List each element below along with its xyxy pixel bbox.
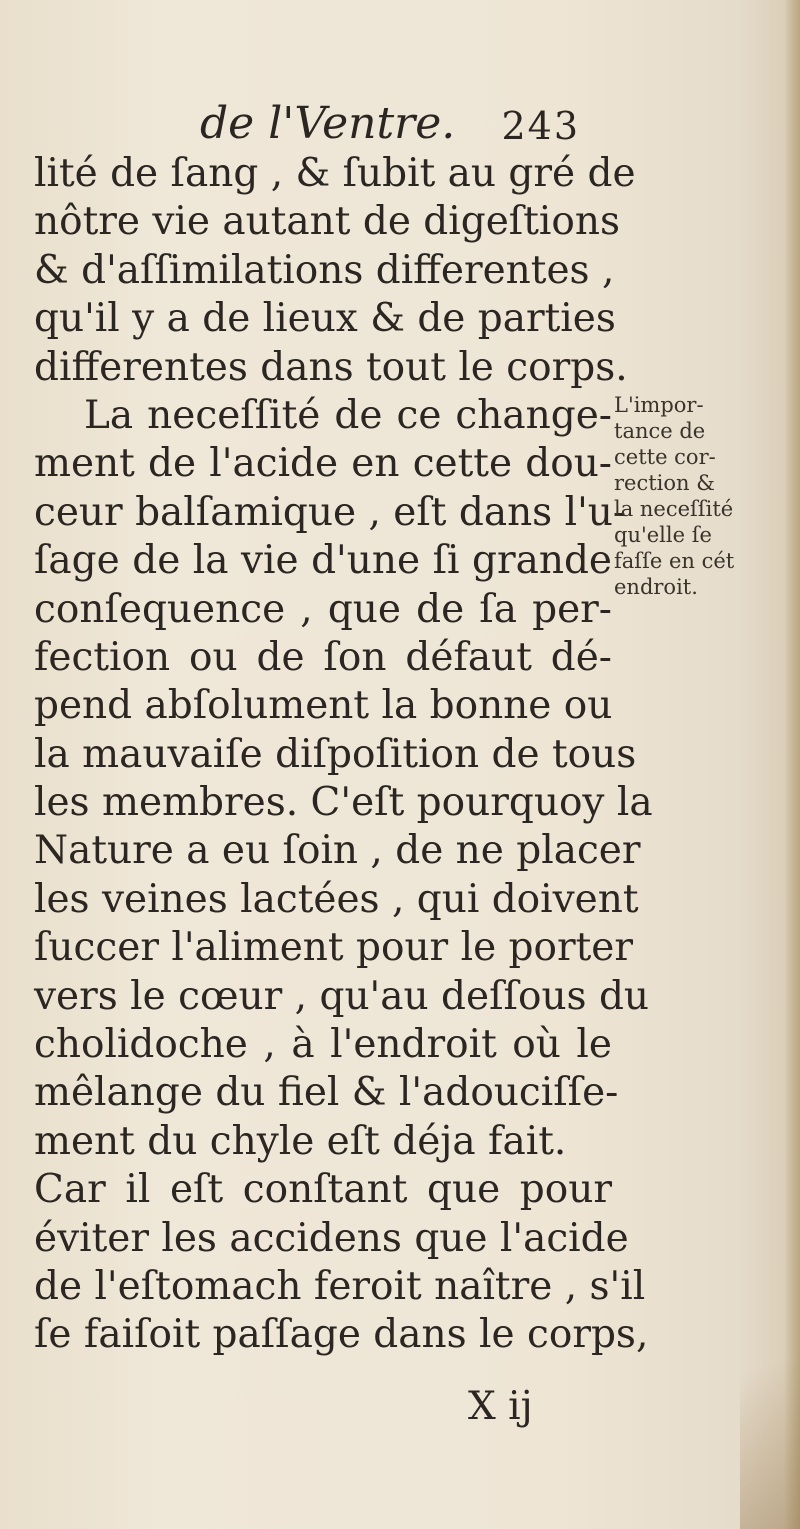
page-number: 243 — [501, 104, 580, 148]
text-line: ment de l'acide en cette dou- — [34, 441, 612, 487]
text-line: les membres. C'eſt pourquoy la — [34, 780, 653, 826]
margin-note-line: qu'elle ſe — [614, 523, 712, 547]
margin-note-line: rection & — [614, 471, 715, 495]
body-text — [34, 150, 653, 1360]
text-line: ſuccer l'aliment pour le porter — [34, 925, 634, 971]
margin-note-line: la neceſſité — [614, 497, 734, 521]
text-line: nôtre vie autant de digeſtions — [34, 199, 620, 245]
text-line: fection ou de ſon défaut dé- — [34, 634, 612, 680]
margin-note — [614, 392, 774, 600]
text-line: qu'il y a de lieux & de parties — [34, 296, 616, 342]
text-line: lité de ſang , & ſubit au gré de — [34, 151, 636, 196]
text-line: differentes dans tout le corps. — [34, 344, 628, 390]
margin-note-line: cette cor- — [614, 445, 716, 469]
running-head-title: de l'Ventre. — [200, 98, 456, 149]
text-line: pend abſolument la bonne ou — [34, 683, 613, 729]
text-line: & d'aſſimilations differentes , — [34, 247, 615, 293]
text-line: de l'eſtomach feroit naître , s'il — [34, 1263, 646, 1309]
text-line: Car il eſt conſtant que pour — [34, 1167, 612, 1213]
text-line: la mauvaiſe diſpoſition de tous — [34, 731, 637, 777]
running-head — [200, 96, 580, 152]
text-line: mêlange du fiel & l'adouciſſe- — [34, 1070, 619, 1116]
text-line: ment du chyle eſt déja fait. — [34, 1118, 567, 1164]
text-line: Nature a eu ſoin , de ne placer — [34, 828, 641, 874]
paragraph-start-line: La neceſſité de ce change- — [84, 392, 612, 438]
text-line: les veines lactées , qui doivent — [34, 876, 639, 922]
text-line: ſe faiſoit paſſage dans le corps, — [34, 1312, 649, 1358]
text-line: ceur balſamique , eſt dans l'u- — [34, 489, 627, 535]
page-corner-shadow — [740, 1299, 800, 1529]
margin-note-line: L'impor- — [614, 393, 704, 417]
margin-note-line: tance de — [614, 419, 706, 443]
text-line: éviter les accidens que l'acide — [34, 1215, 629, 1261]
margin-note-line: endroit. — [614, 575, 698, 599]
text-line: ſage de la vie d'une ſi grande — [34, 538, 612, 584]
text-line: vers le cœur , qu'au deſſous du — [34, 973, 650, 1019]
margin-note-line: faſſe en cét — [614, 549, 735, 573]
signature-mark: X ij — [468, 1384, 533, 1429]
text-line: conſequence , que de ſa per- — [34, 586, 612, 632]
text-line: cholidoche , à l'endroit où le — [34, 1022, 612, 1068]
